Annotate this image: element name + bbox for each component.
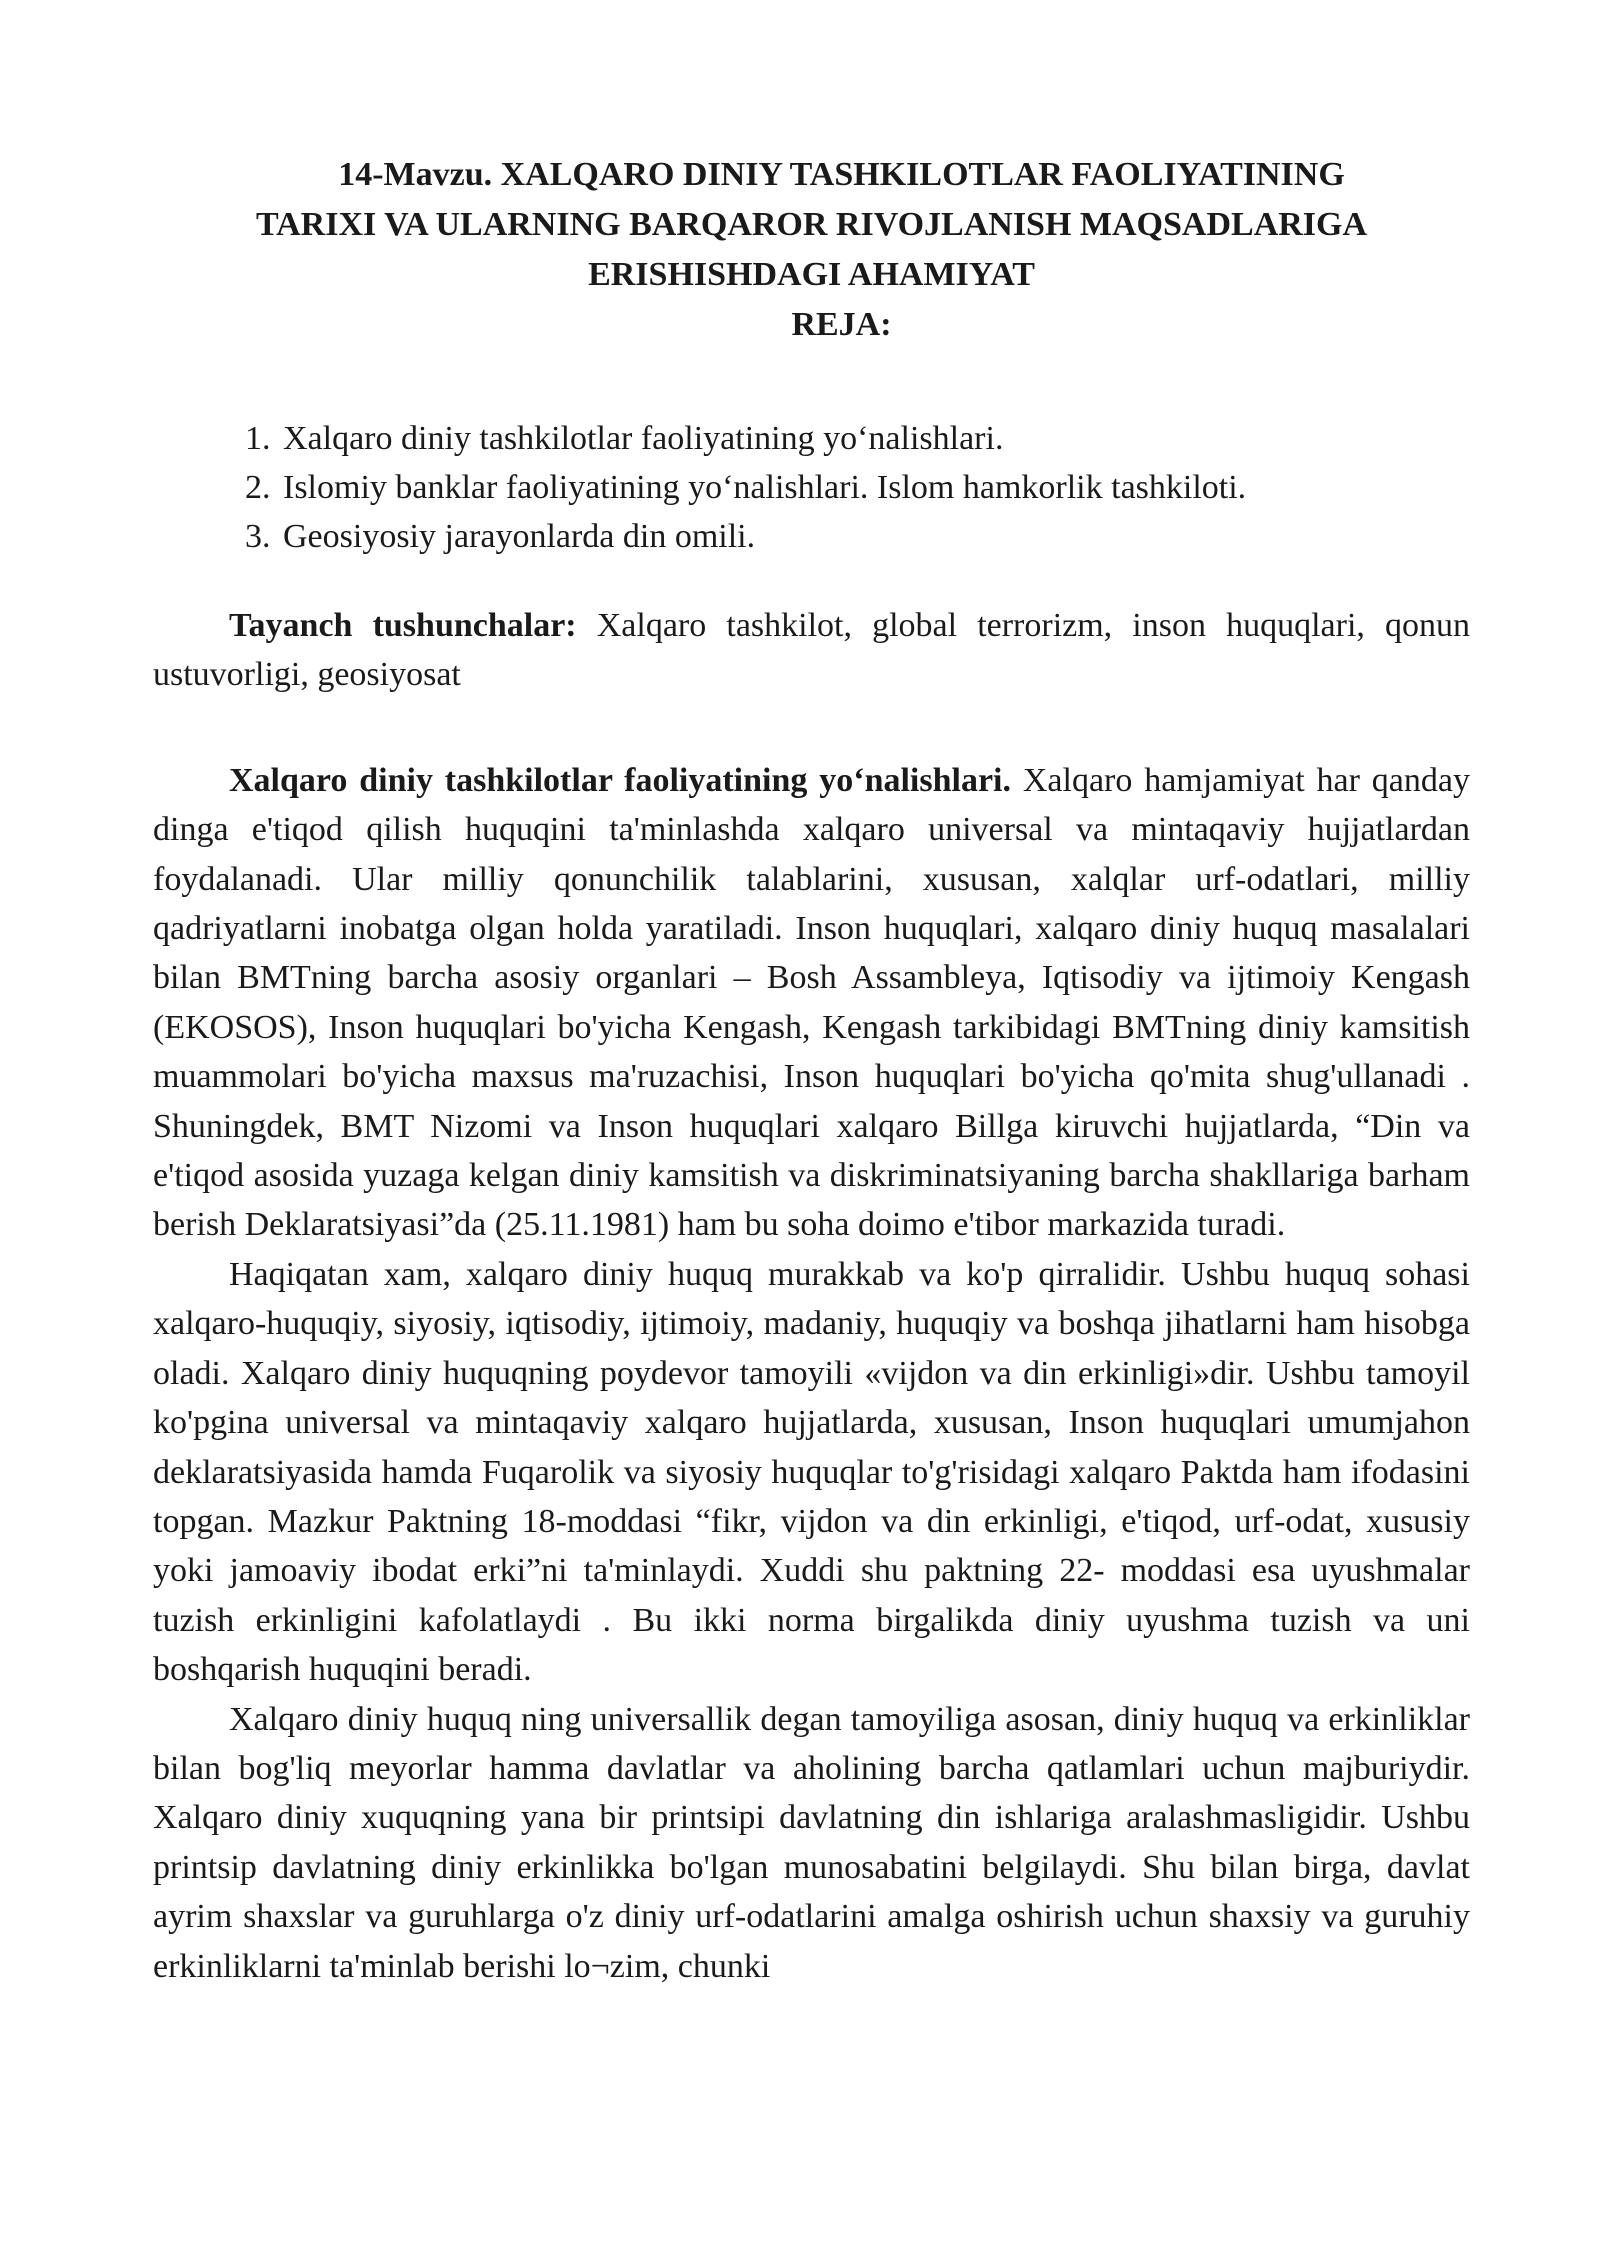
- key-concepts-label: Tayanch tushunchalar:: [229, 607, 577, 644]
- section-paragraph-2: Haqiqatan xam, xalqaro diniy huquq murakkab va ko'p qirralidir. Ushbu huquq sohasi xalqaro-huquqiy, siyosiy, iqtisodiy, ijtimoiy, madaniy, huquqiy va boshqa jihatlarni ham hisobga oladi. Xalqaro diniy huquqning poydevor tamoyili «vijdon va din erkinligi»dir. Ushbu tamoyil ko'pgina universal va mintaqaviy xalqaro hujjatlarda, xususan, Inson huquqlari umumjahon deklaratsiyasida hamda Fuqarolik va siyosiy huquqlar to'g'risidagi xalqaro Paktda ham ifodasini topgan. Mazkur Paktning 18-moddasi “fikr, vijdon va din erkinligi, e'tiqod, urf-odat, xususiy yoki jamoaviy ibodat erki”ni ta'minlaydi. Xuddi shu paktning 22- moddasi esa uyushmalar tuzish erkinligini kafolatlaydi . Bu ikki norma birgalikda diniy uyushma tuzish va uni boshqarish huquqini beradi.: [153, 1255, 1470, 1689]
- section-heading: Xalqaro diniy tashkilotlar faoliyatining yo‘nalishlari.: [229, 761, 1011, 799]
- key-concepts-paragraph: [153, 601, 1470, 700]
- plan-item-number: 3.: [245, 518, 271, 555]
- plan-item-3: [245, 512, 1470, 561]
- plan-item-text: Geosiyosiy jarayonlarda din omili.: [283, 518, 756, 555]
- plan-heading: REJA:: [791, 306, 892, 343]
- plan-item-1: [245, 414, 1470, 463]
- section-paragraph-3: Xalqaro diniy huquq ning universallik degan tamoyiliga asosan, diniy huquq va erkinliklar bilan bog'liq meyorlar hamma davlatlar va aholining barcha qatlamlari uchun majburiydir. Xalqaro diniy xuquqning yana bir printsipi davlatning din ishlariga aralashmasligidir. Ushbu printsip davlatning diniy erkinlikka bo'lgan munosabatini belgilaydi. Shu bilan birga, davlat ayrim shaxslar va guruhlarga o'z diniy urf-odatlarini amalga oshirish uchun shaxsiy va guruhiy erkinliklarni ta'minlab berishi lo¬zim, chunki: [153, 1700, 1470, 1985]
- title-line-1: 14-Mavzu. XALQARO DINIY TASHKILOTLAR FAOLIYATINING: [338, 156, 1345, 193]
- document-title: [153, 150, 1470, 300]
- plan-item-2: [245, 463, 1470, 512]
- key-concepts-text: Xalqaro tashkilot, global terrorizm, inson huquqlari, qonun ustuvorligi, geosiyosat: [153, 607, 1470, 694]
- plan-item-number: 2.: [245, 469, 271, 506]
- plan-item-text: Xalqaro diniy tashkilotlar faoliyatining yo‘nalishlari.: [283, 420, 1004, 457]
- plan-list: [153, 414, 1470, 561]
- title-line-2: TARIXI VA ULARNING BARQAROR RIVOJLANISH MAQSADLARIGA: [255, 206, 1368, 243]
- section-paragraph-1: [153, 756, 1470, 1250]
- plan-item-text: Islomiy banklar faoliyatining yo‘nalishlari. Islom hamkorlik tashkiloti.: [283, 469, 1247, 506]
- section-paragraph-1-text: Xalqaro hamjamiyat har qanday dinga e'tiqod qilish huquqini ta'minlashda xalqaro universal va mintaqaviy hujjatlardan foydalanadi. Ular milliy qonunchilik talablarini, xususan, xalqlar urf-odatlari, milliy qadriyatlarni inobatga olgan holda yaratiladi. Inson huquqlari, xalqaro diniy huquq masalalari bilan BMTning barcha asosiy organlari – Bosh Assambleya, Iqtisodiy va ijtimoiy Kengash (EKOSOS), Inson huquqlari bo'yicha Kengash, Kengash tarkibidagi BMTning diniy kamsitish muammolari bo'yicha maxsus ma'ruzachisi, Inson huquqlari bo'yicha qo'mita shug'ullanadi . Shuningdek, BMT Nizomi va Inson huquqlari xalqaro Billga kiruvchi hujjatlarda, “Din va e'tiqod asosida yuzaga kelgan diniy kamsitish va diskriminatsiyaning barcha shakllariga barham berish Deklaratsiyasi”da (25.11.1981) ham bu soha doimo e'tibor markazida turadi.: [153, 761, 1470, 1244]
- title-line-3: ERISHISHDAGI AHAMIYAT: [588, 256, 1035, 293]
- plan-item-number: 1.: [245, 420, 271, 457]
